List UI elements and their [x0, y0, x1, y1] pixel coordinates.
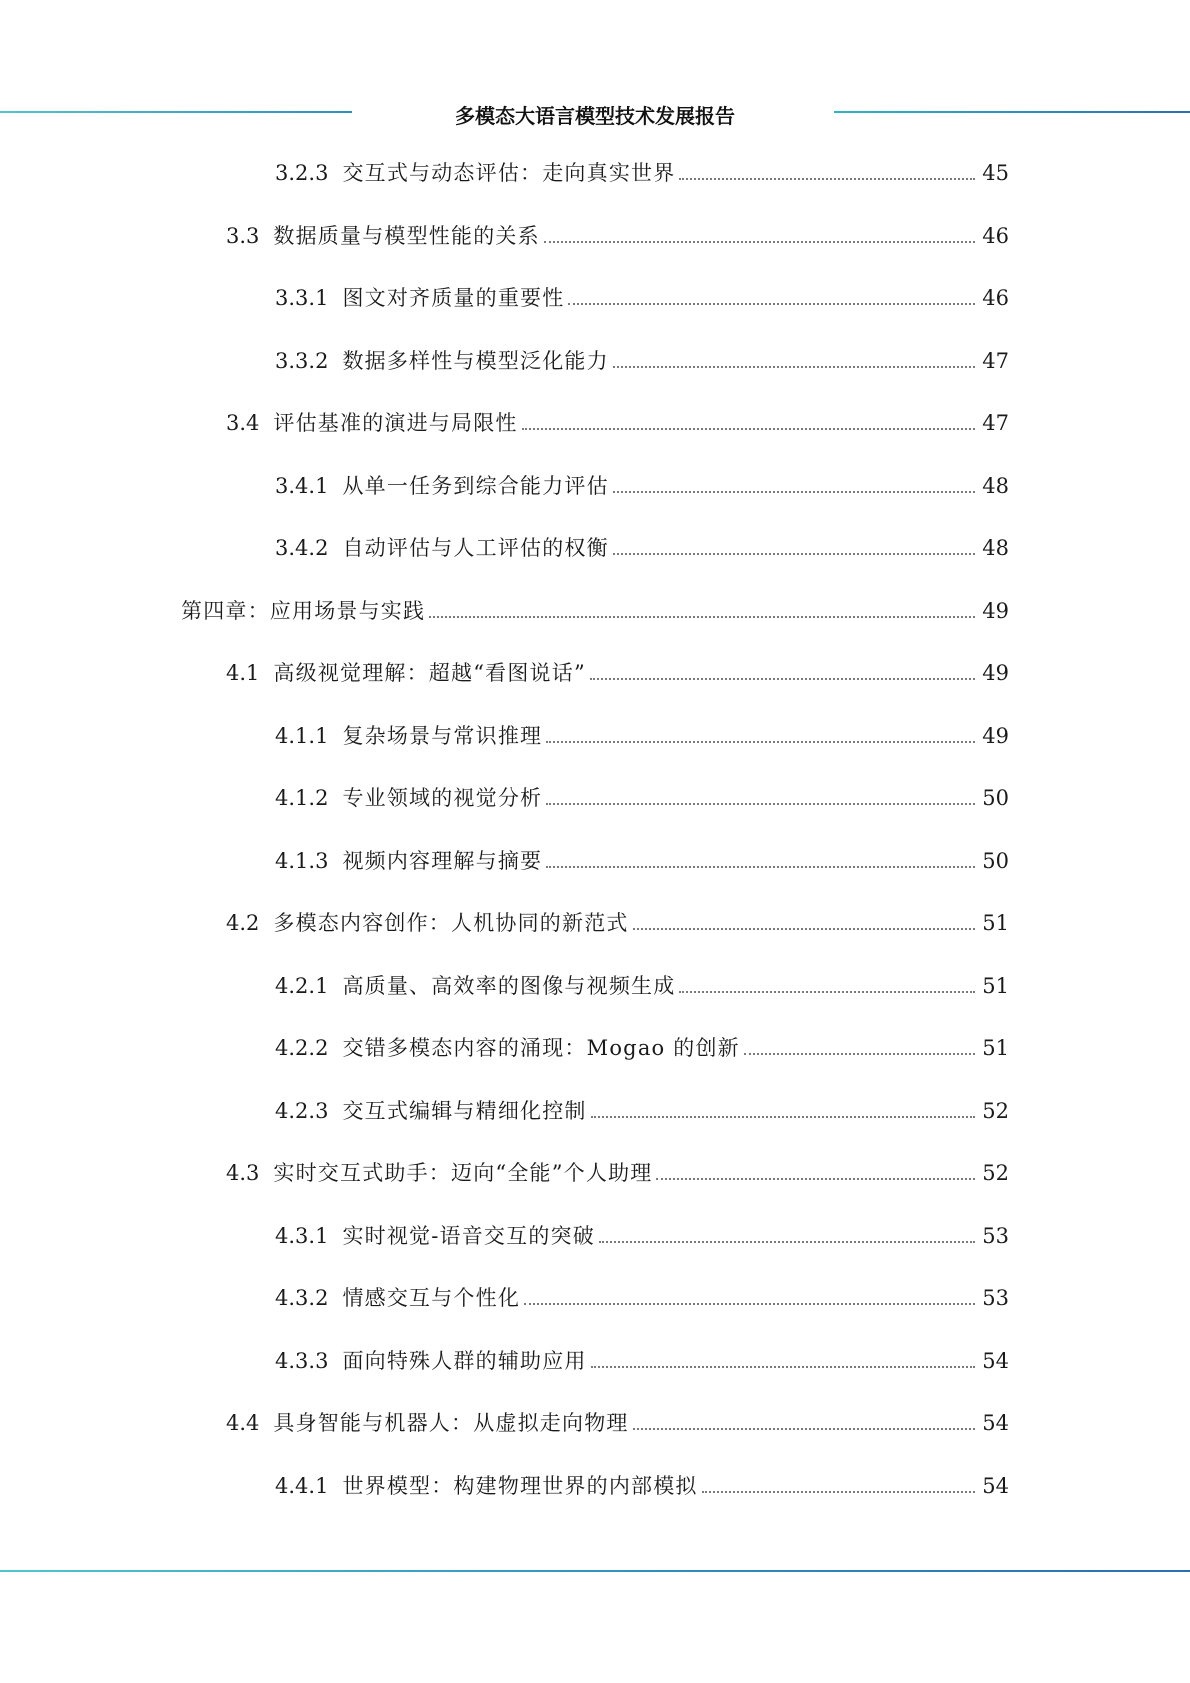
toc-entry[interactable]: [275, 1221, 1009, 1251]
toc-page-number: 54: [982, 1411, 1009, 1435]
toc-dot-leader: [744, 1053, 975, 1055]
toc-entry-title: 世界模型：构建物理世界的内部模拟: [342, 1473, 698, 1498]
toc-entry-title: 具身智能与机器人：从虚拟走向物理: [273, 1411, 629, 1435]
toc-entry-number: 4.2.1: [275, 973, 329, 998]
toc-entry-title: 交互式与动态评估：走向真实世界: [342, 161, 676, 185]
toc-entry-title: 自动评估与人工评估的权衡: [342, 536, 609, 560]
toc-entry[interactable]: [275, 346, 1009, 376]
toc-entry[interactable]: [275, 721, 1009, 751]
toc-entry[interactable]: [226, 408, 1009, 438]
toc-entry-number: 4.3.3: [275, 1348, 329, 1373]
toc-dot-leader: [633, 1428, 975, 1430]
toc-dot-leader: [591, 1366, 975, 1368]
toc-entry-title: 第四章：应用场景与实践: [181, 598, 426, 623]
toc-dot-leader: [590, 678, 975, 680]
toc-dot-leader: [429, 616, 975, 618]
toc-entry[interactable]: [226, 658, 1009, 688]
toc-dot-leader: [522, 428, 975, 430]
toc-dot-leader: [613, 491, 975, 493]
toc-dot-leader: [591, 1116, 975, 1118]
toc-page-number: 51: [982, 911, 1009, 935]
toc-dot-leader: [633, 928, 975, 930]
toc-entry[interactable]: [275, 846, 1009, 876]
toc-entry-title: 数据多样性与模型泛化能力: [342, 348, 609, 373]
toc-dot-leader: [613, 553, 975, 555]
toc-entry[interactable]: [226, 1158, 1009, 1188]
toc-entry-title: 专业领域的视觉分析: [342, 786, 543, 810]
toc-entry-number: 4.3.1: [275, 1223, 329, 1248]
toc-page-number: 45: [982, 161, 1009, 185]
toc-entry[interactable]: [181, 596, 1009, 626]
toc-page-number: 52: [982, 1098, 1009, 1123]
toc-page-number: 54: [982, 1473, 1009, 1498]
toc-entry-title: 评估基准的演进与局限性: [273, 411, 518, 435]
header-rule-right: [834, 111, 1190, 113]
toc-entry-title: 面向特殊人群的辅助应用: [342, 1348, 587, 1373]
toc-entry[interactable]: [226, 908, 1009, 938]
toc-entry[interactable]: [275, 283, 1009, 313]
toc-dot-leader: [702, 1491, 975, 1493]
toc-entry-number: 4.3.2: [275, 1286, 329, 1310]
toc-page-number: 49: [982, 661, 1009, 685]
toc-entry[interactable]: [275, 533, 1009, 563]
toc-page-number: 47: [982, 348, 1009, 373]
toc-entry-number: 3.4.1: [275, 473, 329, 498]
toc-entry[interactable]: [275, 471, 1009, 501]
toc-page-number: 48: [982, 473, 1009, 498]
toc-entry-number: 3.3.1: [275, 286, 329, 310]
toc-page-number: 48: [982, 536, 1009, 560]
toc-entry-number: 4.1.1: [275, 723, 329, 748]
toc-entry[interactable]: [275, 1096, 1009, 1126]
toc-page-number: 49: [982, 723, 1009, 748]
toc-page-number: 49: [982, 598, 1009, 623]
toc-entry-number: 4.2.2: [275, 1036, 329, 1060]
toc-entry[interactable]: [275, 158, 1009, 188]
toc-dot-leader: [546, 866, 975, 868]
toc-entry[interactable]: [275, 783, 1009, 813]
toc-entry[interactable]: [226, 1408, 1009, 1438]
toc-entry-number: 4.3: [226, 1161, 260, 1185]
toc-entry-number: 3.4.2: [275, 536, 329, 560]
toc-entry-title: 交错多模态内容的涌现：Mogao 的创新: [342, 1036, 740, 1060]
toc-entry-number: 4.4.1: [275, 1473, 329, 1498]
toc-dot-leader: [546, 741, 975, 743]
toc-dot-leader: [524, 1303, 975, 1305]
toc-entry-title: 多模态内容创作：人机协同的新范式: [273, 911, 629, 935]
toc-page-number: 47: [982, 411, 1009, 435]
toc-entry-number: 4.1: [226, 661, 260, 685]
toc-entry-title: 情感交互与个性化: [342, 1286, 521, 1310]
toc-page-number: 54: [982, 1348, 1009, 1373]
toc-dot-leader: [544, 241, 975, 243]
toc-page-number: 53: [982, 1286, 1009, 1310]
toc-page-number: 53: [982, 1223, 1009, 1248]
toc-entry-title: 高级视觉理解：超越“看图说话”: [273, 661, 586, 685]
toc-dot-leader: [613, 366, 975, 368]
toc-entry-number: 3.2.3: [275, 161, 329, 185]
toc-entry-title: 图文对齐质量的重要性: [342, 286, 565, 310]
toc-entry-title: 视频内容理解与摘要: [342, 848, 543, 873]
toc-entry[interactable]: [226, 221, 1009, 251]
toc-dot-leader: [568, 303, 975, 305]
toc-page-number: 51: [982, 1036, 1009, 1060]
toc-page-number: 50: [982, 786, 1009, 810]
footer-rule: [0, 1570, 1190, 1572]
toc-entry[interactable]: [275, 971, 1009, 1001]
toc-entry-number: 4.2.3: [275, 1098, 329, 1123]
toc-entry[interactable]: [275, 1471, 1009, 1501]
toc-entry[interactable]: [275, 1033, 1009, 1063]
toc-entry-title: 实时视觉-语音交互的突破: [342, 1223, 595, 1248]
toc-dot-leader: [679, 178, 975, 180]
toc-dot-leader: [656, 1178, 975, 1180]
toc-entry-number: 4.2: [226, 911, 260, 935]
toc-entry[interactable]: [275, 1346, 1009, 1376]
toc-entry-number: 4.1.3: [275, 848, 329, 873]
toc-entry-title: 数据质量与模型性能的关系: [273, 223, 540, 248]
toc-entry-title: 实时交互式助手：迈向“全能”个人助理: [273, 1161, 653, 1185]
toc-entry-title: 复杂场景与常识推理: [342, 723, 543, 748]
toc-entry-number: 3.4: [226, 411, 260, 435]
toc-page-number: 46: [982, 286, 1009, 310]
toc-entry-title: 交互式编辑与精细化控制: [342, 1098, 587, 1123]
toc-entry-title: 高质量、高效率的图像与视频生成: [342, 973, 676, 998]
toc-dot-leader: [546, 803, 975, 805]
toc-page-number: 51: [982, 973, 1009, 998]
toc-page-number: 46: [982, 223, 1009, 248]
toc-dot-leader: [599, 1241, 975, 1243]
toc-dot-leader: [679, 991, 975, 993]
page-header-title: 多模态大语言模型技术发展报告: [455, 104, 735, 128]
toc-entry-title: 从单一任务到综合能力评估: [342, 473, 609, 498]
toc-entry-number: 3.3.2: [275, 348, 329, 373]
toc-entry-number: 4.1.2: [275, 786, 329, 810]
toc-page-number: 50: [982, 848, 1009, 873]
toc-entry-number: 3.3: [226, 223, 260, 248]
toc-page-number: 52: [982, 1161, 1009, 1185]
toc-entry-number: 4.4: [226, 1411, 260, 1435]
toc-entry[interactable]: [275, 1283, 1009, 1313]
